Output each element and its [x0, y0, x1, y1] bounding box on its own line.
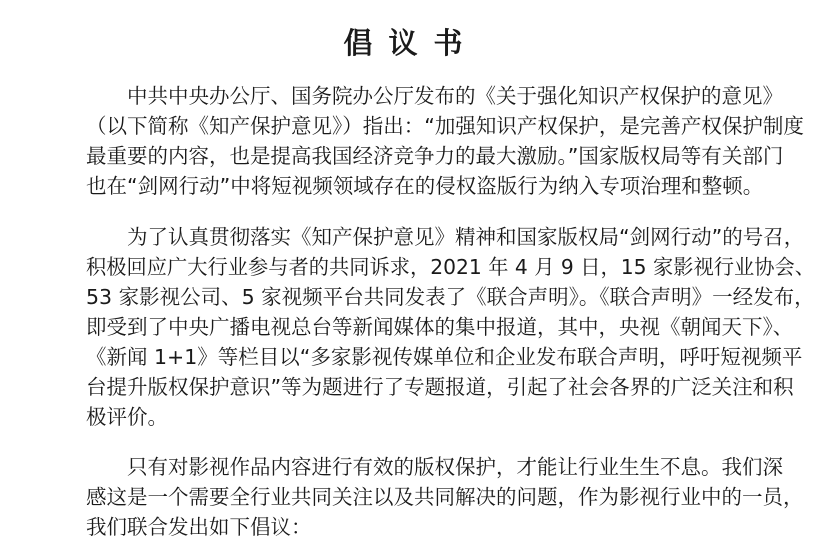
paragraph-2-line-3: 53 家影视公司、5 家视频平台共同发表了《联合声明》。《联合声明》一经发布，	[86, 285, 815, 309]
paragraph-2-line-1: 为了认真贯彻落实《知产保护意见》精神和国家版权局“剑网行动”的号召，	[127, 225, 805, 249]
paragraph-2-line-7: 极评价。	[86, 405, 168, 429]
paragraph-2-line-5: 《新闻 1+1》等栏目以“多家影视传媒单位和企业发布联合声明，呼吁短视频平	[86, 345, 803, 369]
paragraph-3-line-3: 我们联合发出如下倡议：	[86, 515, 312, 539]
paragraph-2-line-4: 即受到了中央广播电视总台等新闻媒体的集中报道，其中，央视《朝闻天下》、	[86, 315, 794, 339]
paragraph-3-line-1: 只有对影视作品内容进行有效的版权保护，才能让行业生生不息。我们深	[127, 455, 783, 479]
paragraph-2-line-6: 台提升版权保护意识”等为题进行了专题报道，引起了社会各界的广泛关注和积	[86, 375, 794, 399]
paragraph-1-line-1: 中共中央办公厅、国务院办公厅发布的《关于强化知识产权保护的意见》	[127, 84, 783, 108]
paragraph-3-line-2: 感这是一个需要全行业共同关注以及共同解决的问题，作为影视行业中的一员，	[86, 485, 804, 509]
paragraph-1-line-3: 最重要的内容，也是提高我国经济竞争力的最大激励。”国家版权局等有关部门	[86, 144, 784, 168]
paragraph-2-line-2: 积极回应广大行业参与者的共同诉求，2021 年 4 月 9 日，15 家影视行业协会、	[86, 255, 815, 279]
paragraph-1-line-2: （以下简称《知产保护意见》）指出：“加强知识产权保护，是完善产权保护制度	[86, 114, 804, 138]
paragraph-1-line-4: 也在“剑网行动”中将短视频领域存在的侵权盗版行为纳入专项治理和整顿。	[86, 174, 764, 198]
document-title: 倡议书	[343, 26, 479, 60]
